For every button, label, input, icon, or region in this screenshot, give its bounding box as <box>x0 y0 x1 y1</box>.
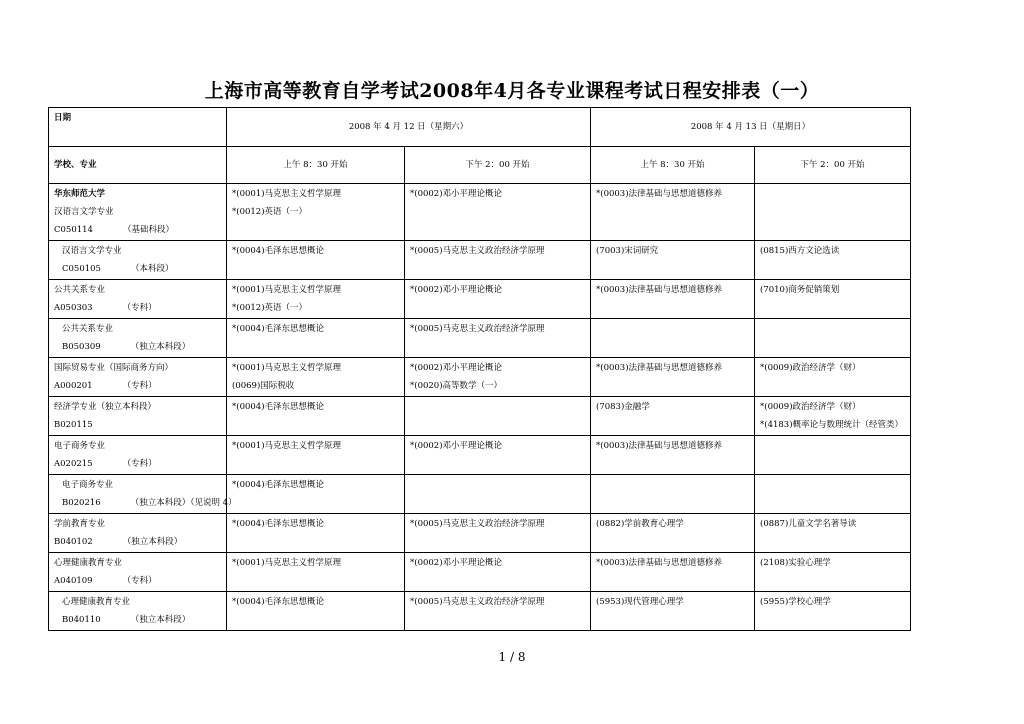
course-entry: *(4183)概率论与数理统计（经管类） <box>760 420 904 430</box>
exam-cell <box>755 514 911 553</box>
table-row <box>49 241 911 280</box>
level-note: （专科） <box>122 303 157 313</box>
course-entry: *(0005)马克思主义政治经济学原理 <box>410 324 545 334</box>
table-row <box>49 514 911 553</box>
day2-header: 2008 年 4 月 13 日（星期日） <box>591 108 911 147</box>
course-entry: (0815)西方文论选读 <box>760 246 840 256</box>
course-entry: *(0002)邓小平理论概论 <box>410 189 503 199</box>
level-note: （独立本科段） <box>130 615 191 625</box>
major-line: B020115 <box>54 420 93 430</box>
exam-cell <box>591 475 755 514</box>
major-code-line <box>54 377 221 395</box>
level-note: （独立本科段） <box>122 537 183 547</box>
course-entry: *(0005)马克思主义政治经济学原理 <box>410 519 545 529</box>
major-code: C050114 <box>54 225 93 235</box>
course-entry: *(0004)毛泽东思想概论 <box>232 519 325 529</box>
course-entry: (7083)金融学 <box>596 402 650 412</box>
exam-cell <box>227 553 405 592</box>
course-entry: *(0009)政治经济学（财） <box>760 402 861 412</box>
course-entry: *(0002)邓小平理论概论 <box>410 363 503 373</box>
exam-cell <box>591 592 755 631</box>
table-row <box>49 184 911 241</box>
exam-cell <box>227 280 405 319</box>
day1-header: 2008 年 4 月 12 日（星期六） <box>227 108 591 147</box>
major-code: B040110 <box>62 615 101 625</box>
major-code-line <box>54 572 221 590</box>
exam-cell <box>227 436 405 475</box>
header-row-dates <box>49 108 911 147</box>
exam-cell <box>227 184 405 241</box>
course-entry: (7003)宋词研究 <box>596 246 659 256</box>
school-label: 学校、专业 <box>54 160 97 170</box>
course-entry: (0069)国际税收 <box>232 381 295 391</box>
major-cell <box>49 592 227 631</box>
course-entry: *(0009)政治经济学（财） <box>760 363 861 373</box>
exam-cell <box>405 553 591 592</box>
table-row <box>49 553 911 592</box>
major-code: B040102 <box>54 537 93 547</box>
major-code: C050105 <box>62 264 101 274</box>
course-entry: *(0004)毛泽东思想概论 <box>232 246 325 256</box>
school-label-cell <box>49 147 227 184</box>
exam-cell <box>405 592 591 631</box>
course-entry: *(0001)马克思主义哲学原理 <box>232 363 342 373</box>
exam-cell <box>591 514 755 553</box>
level-note: （专科） <box>122 576 157 586</box>
course-entry: (7010)商务促销策划 <box>760 285 840 295</box>
level-note: （专科） <box>122 381 157 391</box>
day2-afternoon-header: 下午 2：00 开始 <box>755 147 911 184</box>
page-number: 1 / 8 <box>498 650 526 664</box>
major-code: A000201 <box>54 381 93 391</box>
day2-morning-header: 上午 8：30 开始 <box>591 147 755 184</box>
major-name: 华东师范大学 <box>54 189 106 199</box>
major-cell <box>49 553 227 592</box>
major-code: B020216 <box>62 498 101 508</box>
exam-cell <box>591 358 755 397</box>
major-name: 公共关系专业 <box>54 285 106 295</box>
major-name: 汉语言文学专业 <box>62 246 122 256</box>
major-cell <box>49 184 227 241</box>
course-entry: (5953)现代管理心理学 <box>596 597 684 607</box>
exam-cell <box>227 475 405 514</box>
date-label: 日期 <box>54 113 72 123</box>
major-name: 心理健康教育专业 <box>54 558 123 568</box>
exam-cell <box>591 280 755 319</box>
major-code: B050309 <box>62 342 101 352</box>
day1-afternoon-header: 下午 2：00 开始 <box>405 147 591 184</box>
course-entry: *(0003)法律基础与思想道德修养 <box>596 285 723 295</box>
major-cell <box>49 397 227 436</box>
course-entry: *(0004)毛泽东思想概论 <box>232 480 325 490</box>
course-entry: *(0003)法律基础与思想道德修养 <box>596 558 723 568</box>
exam-cell <box>591 241 755 280</box>
major-code-line <box>54 455 221 473</box>
level-note: （专科） <box>122 459 157 469</box>
course-entry: *(0005)马克思主义政治经济学原理 <box>410 597 545 607</box>
course-entry: *(0003)法律基础与思想道德修养 <box>596 441 723 451</box>
exam-cell <box>755 592 911 631</box>
exam-cell <box>591 319 755 358</box>
major-cell <box>49 319 227 358</box>
major-line: 汉语言文学专业 <box>54 207 114 217</box>
course-entry: *(0003)法律基础与思想道德修养 <box>596 363 723 373</box>
exam-cell <box>405 241 591 280</box>
course-entry: *(0012)英语（一） <box>232 207 308 217</box>
course-entry: (2108)实验心理学 <box>760 558 831 568</box>
major-cell <box>49 358 227 397</box>
major-code-line <box>54 221 221 239</box>
major-code: A020215 <box>54 459 93 469</box>
major-cell <box>49 436 227 475</box>
exam-cell <box>755 475 911 514</box>
major-cell <box>49 514 227 553</box>
course-entry: *(0002)邓小平理论概论 <box>410 558 503 568</box>
major-code-line <box>54 494 237 512</box>
course-entry: *(0002)邓小平理论概论 <box>410 285 503 295</box>
major-cell <box>49 280 227 319</box>
course-entry: *(0002)邓小平理论概论 <box>410 441 503 451</box>
date-label-cell <box>49 108 227 147</box>
major-name: 国际贸易专业（国际商务方向） <box>54 363 174 373</box>
exam-schedule-table <box>48 107 911 631</box>
page-title: 上海市高等教育自学考试2008年4月各专业课程考试日程安排表（一） <box>204 80 820 102</box>
table-row <box>49 319 911 358</box>
course-entry: (0887)儿童文学名著导读 <box>760 519 857 529</box>
course-entry: *(0004)毛泽东思想概论 <box>232 597 325 607</box>
exam-cell <box>755 319 911 358</box>
major-code-line <box>54 338 221 356</box>
major-cell <box>49 241 227 280</box>
exam-cell <box>755 358 911 397</box>
major-cell <box>49 475 237 514</box>
course-entry: *(0001)马克思主义哲学原理 <box>232 285 342 295</box>
exam-cell <box>405 475 591 514</box>
exam-cell <box>405 397 591 436</box>
table-row <box>49 436 911 475</box>
table-row <box>49 397 911 436</box>
exam-cell <box>227 358 405 397</box>
exam-cell <box>755 553 911 592</box>
level-note: （基础科段） <box>122 225 174 235</box>
exam-cell <box>755 397 911 436</box>
course-entry: (0882)学前教育心理学 <box>596 519 684 529</box>
major-name: 公共关系专业 <box>62 324 114 334</box>
exam-cell <box>227 514 405 553</box>
exam-cell <box>755 436 911 475</box>
course-entry: *(0001)马克思主义哲学原理 <box>232 558 342 568</box>
course-entry: (5955)学校心理学 <box>760 597 831 607</box>
header-row-times <box>49 147 911 184</box>
major-code: A040109 <box>54 576 93 586</box>
major-code-line <box>54 260 221 278</box>
major-code-line <box>54 533 221 551</box>
exam-cell <box>405 184 591 241</box>
exam-cell <box>591 436 755 475</box>
course-entry: *(0003)法律基础与思想道德修养 <box>596 189 723 199</box>
major-name: 电子商务专业 <box>62 480 114 490</box>
level-note: （独立本科段）（见说明 4） <box>130 498 237 508</box>
exam-cell <box>591 184 755 241</box>
exam-cell <box>405 319 591 358</box>
table-row <box>49 280 911 319</box>
course-entry: *(0004)毛泽东思想概论 <box>232 324 325 334</box>
exam-cell <box>755 241 911 280</box>
exam-cell <box>755 280 911 319</box>
course-entry: *(0012)英语（一） <box>232 303 308 313</box>
level-note: （本科段） <box>130 264 174 274</box>
course-entry: *(0004)毛泽东思想概论 <box>232 402 325 412</box>
exam-cell <box>405 514 591 553</box>
day1-morning-header: 上午 8：30 开始 <box>227 147 405 184</box>
exam-cell <box>591 397 755 436</box>
major-name: 学前教育专业 <box>54 519 106 529</box>
exam-cell <box>591 553 755 592</box>
exam-cell <box>227 592 405 631</box>
major-code-line <box>54 611 221 629</box>
exam-cell <box>227 241 405 280</box>
table-row <box>49 592 911 631</box>
level-note: （独立本科段） <box>130 342 191 352</box>
major-name: 经济学专业（独立本科段） <box>54 402 157 412</box>
exam-cell <box>227 319 405 358</box>
exam-cell <box>227 397 405 436</box>
course-entry: *(0001)马克思主义哲学原理 <box>232 189 342 199</box>
table-row <box>49 358 911 397</box>
exam-cell <box>405 436 591 475</box>
course-entry: *(0001)马克思主义哲学原理 <box>232 441 342 451</box>
table-row <box>49 475 911 514</box>
major-name: 电子商务专业 <box>54 441 106 451</box>
exam-cell <box>405 358 591 397</box>
course-entry: *(0005)马克思主义政治经济学原理 <box>410 246 545 256</box>
major-code: A050303 <box>54 303 93 313</box>
major-code-line <box>54 299 221 317</box>
course-entry: *(0020)高等数学（一） <box>410 381 503 391</box>
major-name: 心理健康教育专业 <box>62 597 131 607</box>
exam-cell <box>405 280 591 319</box>
exam-cell <box>755 184 911 241</box>
